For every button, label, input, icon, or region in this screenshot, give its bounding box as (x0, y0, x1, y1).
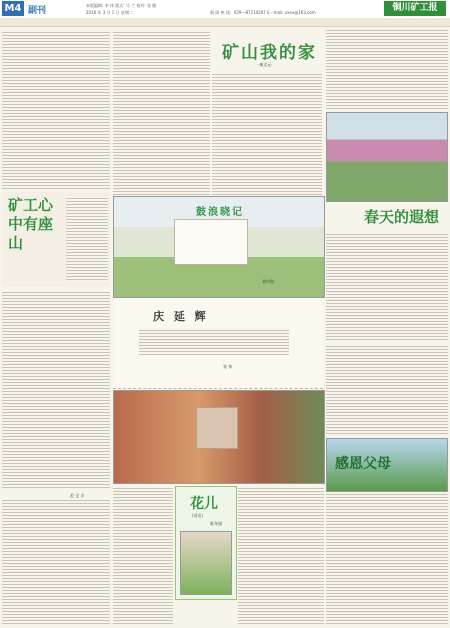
article-title-hometown: 感恩父母 (335, 456, 391, 472)
author-flower: 陈冬丽 (210, 521, 222, 526)
flower-panel (175, 486, 237, 600)
article-title-flower: 花儿 (190, 496, 218, 512)
bottom-left-text (2, 498, 110, 624)
child-photo (180, 531, 232, 595)
right-top-text (326, 28, 448, 110)
author-spring-memory: 刘中海 (262, 279, 274, 284)
header-rule (0, 18, 450, 27)
author-festival: 张 伟 (223, 364, 233, 369)
blossom-photo (326, 112, 448, 202)
flower-subtitle: (谜语) (192, 513, 204, 518)
spring-memory-panel (113, 196, 325, 298)
spring-memory-poem-box (174, 219, 248, 265)
left-column-text (2, 30, 110, 190)
section-name: 副刊 (28, 6, 47, 16)
article-title-spring-memory: 鼓浪晓记 (196, 207, 244, 218)
bottom-col3-text (238, 486, 324, 624)
spring-thought-text (326, 232, 448, 342)
article-title-festival: 庆 延 辉 (153, 310, 209, 323)
editor-meta: 本版编辑: 李 伟 版式: 马 兰 校对: 张 健 (86, 3, 157, 8)
article-title-mine-home: 矿山我的家 (222, 43, 317, 63)
left-title-text (66, 196, 108, 282)
newspaper-header (0, 0, 450, 19)
article-title-miners: 矿工心中有座山 (8, 196, 54, 252)
issue-date: 2016 年 3 月 1 日 星期二 (86, 10, 133, 15)
author-mine-home: ·秦文元· (258, 62, 273, 67)
left-column-text-2 (2, 290, 110, 490)
festival-panel (113, 298, 323, 389)
right-mid-text (326, 344, 448, 436)
author-miners: 范 全 丰 (70, 493, 85, 498)
bottom-col2-text (113, 486, 173, 624)
red-cliffs-photo (113, 390, 325, 484)
section-badge: M4 (2, 1, 24, 16)
festival-text (139, 328, 289, 356)
newspaper-logo: 铜川矿工报 (384, 1, 446, 16)
mine-home-text (212, 72, 322, 195)
hometown-photo (326, 438, 448, 492)
hometown-text (326, 492, 448, 624)
column-2-text (113, 30, 210, 195)
left-title-block (2, 192, 110, 287)
seal-stamp (196, 407, 238, 449)
hotline: 新 闻 热 线：029—87214207 E－mail: xxxx@163.com (210, 10, 316, 15)
article-title-spring-thought: 春天的遐想 (364, 208, 440, 226)
